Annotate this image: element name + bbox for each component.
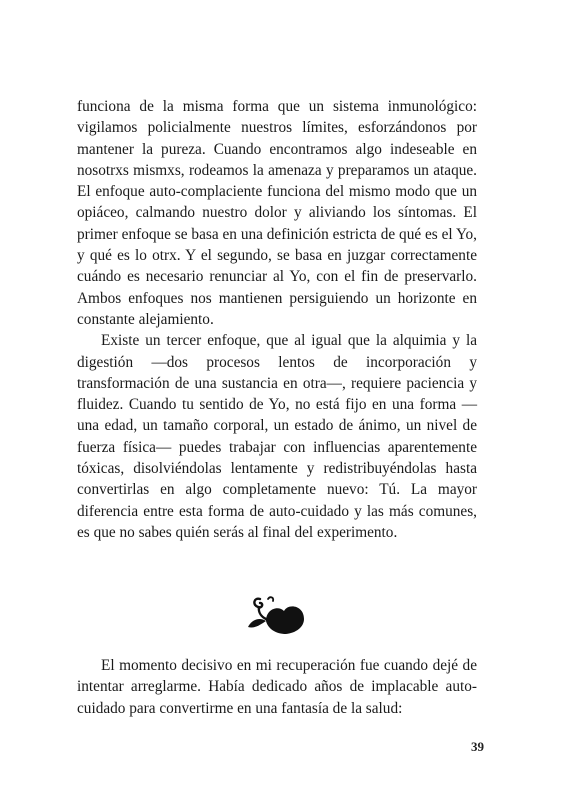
fleuron-icon xyxy=(246,595,310,635)
body-text-section-2 xyxy=(77,655,477,719)
paragraph-turning-point: El momento decisivo en mi recuperación fue cuando dejé de intentar arreglarme. Había dedicado años de implacable auto-cuidado para convertirme en una fantasía de la salud: xyxy=(77,657,477,717)
paragraph-continued: funciona de la misma forma que un sistema inmunológico: vigilamos policialmente nuestros límites, esforzándonos por mantener la pureza. Cuando encontramos algo indeseable en nosotrxs mismxs, rodeamos la amenaza y preparamos un ataque. El enfoque auto-complaciente funciona del mismo modo que un opiáceo, calmando nuestro dolor y aliviando los síntomas. El primer enfoque se basa en una definición estricta de qué es el Yo, y qué es lo otrx. Y el segundo, se basa en juzgar correctamente cuándo es necesario renunciar al Yo, con el fin de preservarlo. Ambos enfoques nos mantienen persiguiendo un horizonte en constante alejamiento. xyxy=(77,98,477,328)
paragraph-third-approach: Existe un tercer enfoque, que al igual que la alquimia y la digestión —dos procesos lentos de incorporación y transformación de una sustancia en otra—, requiere paciencia y fluidez. Cuando tu sentido de Yo, no está fijo en una forma —una edad, un tamaño corporal, un estado de ánimo, un nivel de fuerza física— puedes trabajar con influencias aparentemente tóxicas, disolviéndolas lentamente y redistribuyéndolas hasta convertirlas en algo completamente nuevo: Tú. La mayor diferencia entre esta forma de auto-cuidado y las más comunes, es que no sabes quién serás al final del experimento. xyxy=(77,332,477,541)
body-text-section-1 xyxy=(77,96,477,543)
page-number: 39 xyxy=(471,739,484,754)
